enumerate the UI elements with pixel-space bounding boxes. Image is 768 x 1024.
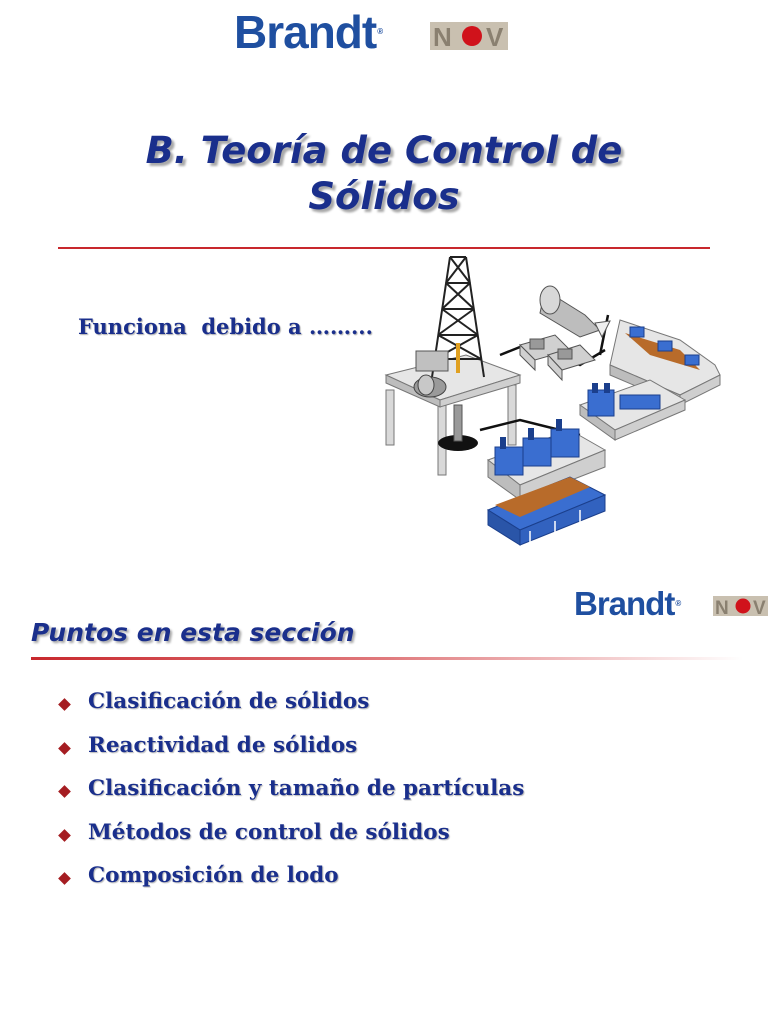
drilling-rig-illustration xyxy=(380,255,732,547)
bullet-item xyxy=(58,689,524,733)
brandt-logo-small xyxy=(574,585,680,623)
bullet-item xyxy=(58,776,524,820)
slide-title-line2: Sólidos xyxy=(308,175,460,218)
diamond-bullet-icon xyxy=(58,785,71,798)
nov-logo-small xyxy=(713,594,768,618)
bullet-text: Métodos de control de sólidos xyxy=(88,819,450,845)
slide-title-line1: B. Teoría de Control de xyxy=(145,129,623,172)
svg-text:V: V xyxy=(486,22,504,52)
subtitle: Funciona debido a ……... xyxy=(78,314,373,339)
brandt-logo-text: Brandt xyxy=(234,6,377,58)
slide-title xyxy=(0,128,768,220)
bullet-item xyxy=(58,820,524,864)
diamond-bullet-icon xyxy=(58,829,71,842)
diamond-bullet-icon xyxy=(58,872,71,885)
bullet-text: Composición de lodo xyxy=(88,863,339,888)
section-title: Puntos en esta sección xyxy=(31,618,355,647)
brandt-logo xyxy=(234,6,382,58)
bullet-text: Reactividad de sólidos xyxy=(88,732,358,758)
nov-logo xyxy=(430,20,508,52)
registered-mark-small: ® xyxy=(675,599,681,608)
registered-mark: ® xyxy=(377,27,383,36)
section-divider xyxy=(31,657,743,660)
svg-text:N: N xyxy=(433,22,452,52)
bullet-text: Clasificación de sólidos xyxy=(88,689,370,714)
brandt-logo-small-text: Brandt xyxy=(574,585,675,622)
title-divider xyxy=(58,247,710,249)
diamond-bullet-icon xyxy=(58,698,71,711)
bullet-item xyxy=(58,863,524,907)
svg-text:V: V xyxy=(753,598,766,618)
svg-text:N: N xyxy=(715,598,729,618)
diamond-bullet-icon xyxy=(58,742,71,755)
bullet-item xyxy=(58,733,524,777)
bullet-text: Clasificación y tamaño de partículas xyxy=(88,776,525,801)
bullet-list xyxy=(58,689,524,907)
